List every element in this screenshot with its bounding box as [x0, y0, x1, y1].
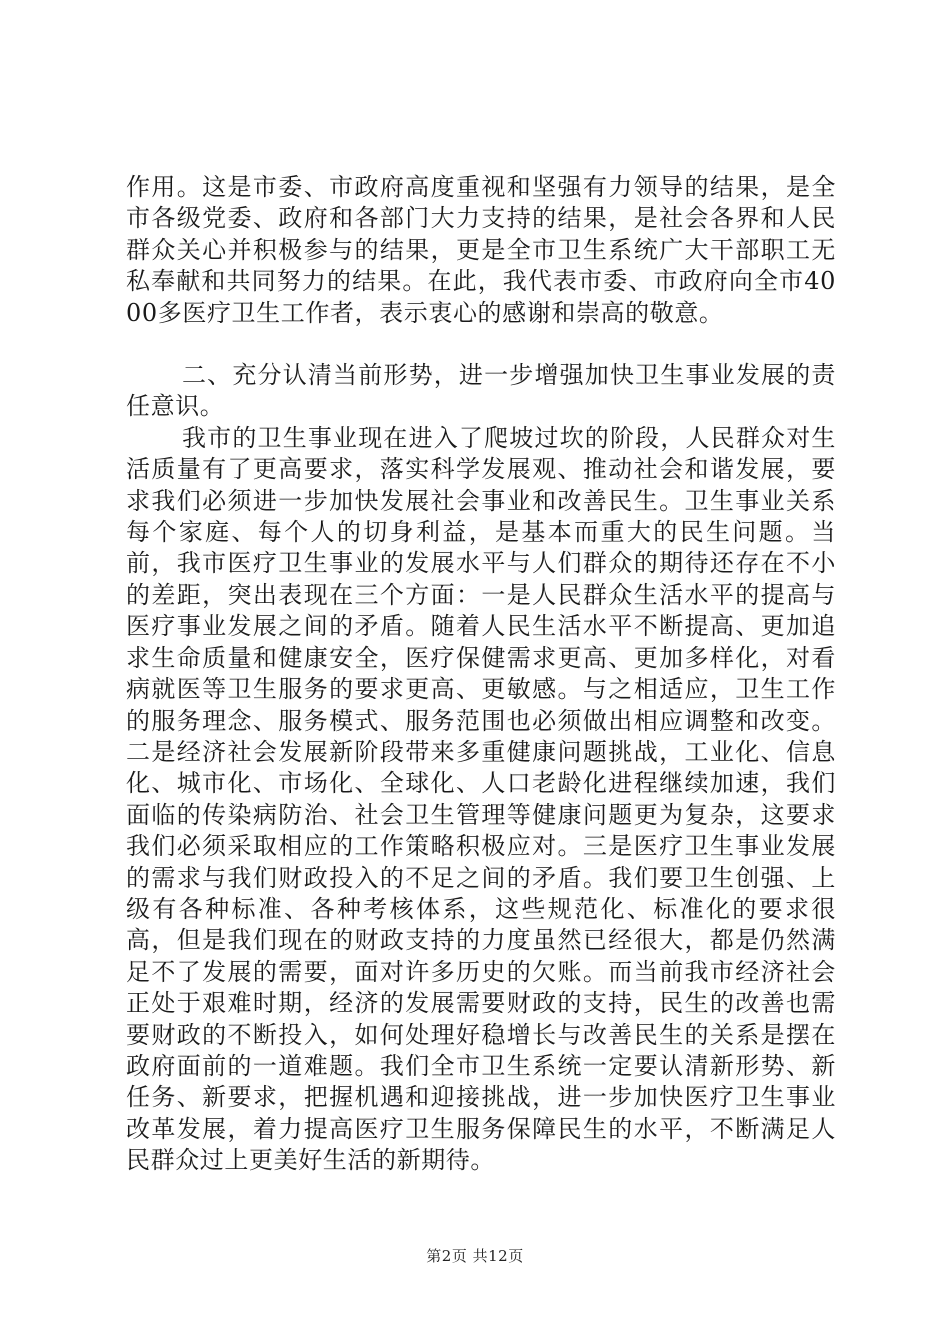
document-body	[126, 172, 836, 1177]
body-paragraph-continuation: 作用。这是市委、市政府高度重视和坚强有力领导的结果，是全市各级党委、政府和各部门大力支持的结果，是社会各界和人民群众关心并积极参与的结果，更是全市卫生系统广大干部职工无私奉献和共同努力的结果。在此，我代表市委、市政府向全市4000多医疗卫生工作者，表示衷心的感谢和崇高的敬意。	[126, 173, 836, 327]
paragraph-spacer	[126, 329, 836, 360]
body-paragraph: 我市的卫生事业现在进入了爬坡过坎的阶段，人民群众对生活质量有了更高要求，落实科学发展观、推动社会和谐发展，要求我们必须进一步加快发展社会事业和改善民生。卫生事业关系每个家庭、每个人的切身利益，是基本而重大的民生问题。当前，我市医疗卫生事业的发展水平与人们群众的期待还存在不小的差距，突出表现在三个方面：一是人民群众生活水平的提高与医疗事业发展之间的矛盾。随着人民生活水平不断提高、更加追求生命质量和健康安全，医疗保健需求更高、更加多样化，对看病就医等卫生服务的要求更高、更敏感。与之相适应，卫生工作的服务理念、服务模式、服务范围也必须做出相应调整和改变。二是经济社会发展新阶段带来多重健康问题挑战，工业化、信息化、城市化、市场化、全球化、人口老龄化进程继续加速，我们面临的传染病防治、社会卫生管理等健康问题更为复杂，这要求我们必须采取相应的工作策略积极应对。三是医疗卫生事业发展的需求与我们财政投入的不足之间的矛盾。我们要卫生创强、上级有各种标准、各种考核体系，这些规范化、标准化的要求很高，但是我们现在的财政支持的力度虽然已经很大，都是仍然满足不了发展的需要，面对许多历史的欠账。而当前我市经济社会正处于艰难时期，经济的发展需要财政的支持，民生的改善也需要财政的不断投入，如何处理好稳增长与改善民生的关系是摆在政府面前的一道难题。我们全市卫生系统一定要认清新形势、新任务、新要求，把握机遇和迎接挑战，进一步加快医疗卫生事业改革发展，着力提高医疗卫生服务保障民生的水平，不断满足人民群众过上更美好生活的新期待。	[126, 423, 836, 1175]
page-number-footer: 第2页 共12页	[426, 1247, 524, 1265]
section-heading: 二、充分认清当前形势，进一步增强加快卫生事业发展的责任意识。	[126, 361, 836, 421]
